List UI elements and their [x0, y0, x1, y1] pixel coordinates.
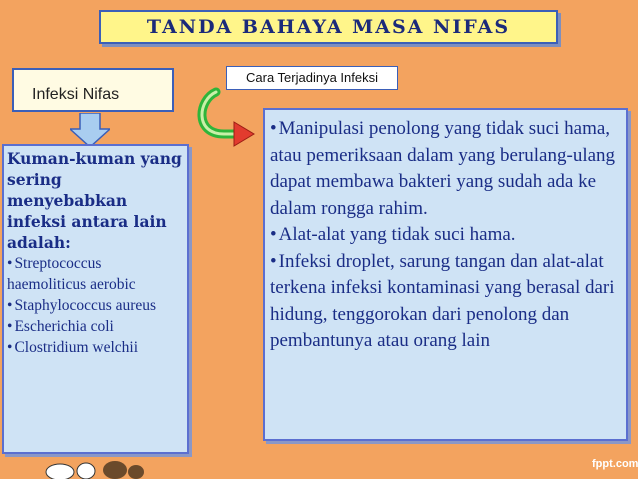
watermark: fppt.com [592, 458, 638, 470]
cara-panel [263, 108, 628, 441]
infeksi-nifas-box: Infeksi Nifas [12, 68, 174, 112]
cara-item: • Manipulasi penolong yang tidak suci hama, atau pemeriksaan dalam yang berulang-ulang dapat membawa bakteri yang sudah ada ke dalam rongga rahim. [270, 116, 622, 222]
kuman-item: • Staphylococcus aureus [7, 295, 184, 316]
kuman-lead-text: Kuman-kuman yang sering menyebabkan infeksi antara lain adalah: [7, 149, 182, 252]
kuman-item: • Streptococcus haemoliticus aerobic [7, 253, 184, 295]
kuman-item: • Escherichia coli [7, 316, 184, 337]
down-arrow-icon [70, 113, 110, 147]
kuman-panel [2, 144, 189, 454]
curved-arrow-icon [192, 86, 262, 148]
kuman-item: • Clostridium welchii [7, 337, 184, 358]
slide-title: TANDA BAHAYA MASA NIFAS [99, 10, 558, 44]
cara-item: • Alat-alat yang tidak suci hama. [270, 222, 622, 249]
cara-item: • Infeksi droplet, sarung tangan dan alat-alat terkena infeksi kontaminasi yang berasal dari hidung, tenggorokan dari penolong dan pembantunya atau orang lain [270, 249, 622, 355]
cartoon-figure-icon [40, 450, 150, 479]
cara-terjadinya-label: Cara Terjadinya Infeksi [226, 66, 398, 90]
